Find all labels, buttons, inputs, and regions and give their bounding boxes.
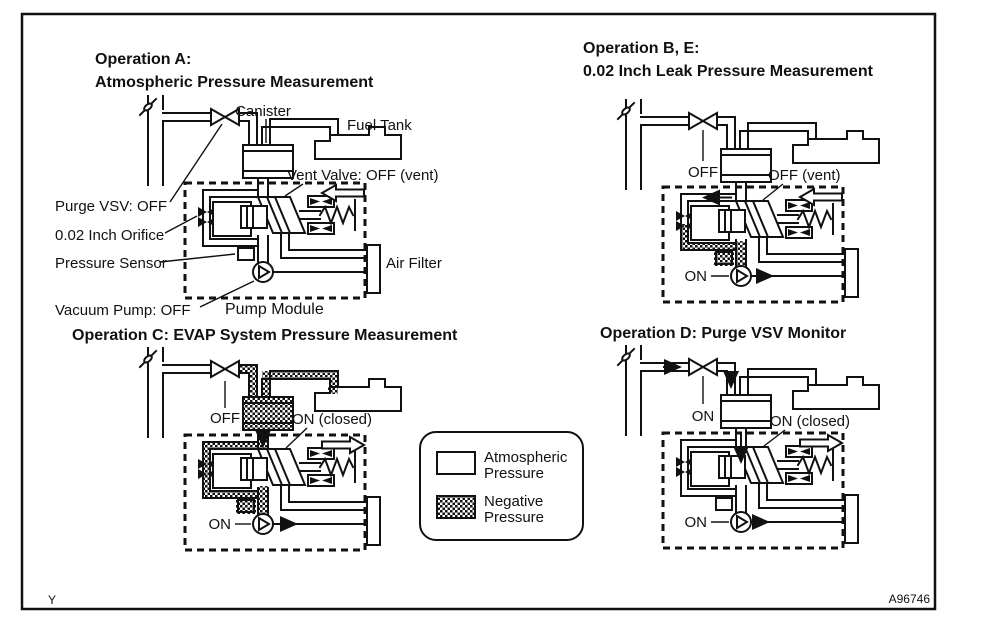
purge-vsv-label: ON — [691, 408, 715, 425]
leader-line — [160, 254, 235, 262]
corner-mark: Y — [48, 593, 57, 607]
vent-valve-label: ON (closed) — [292, 411, 373, 428]
pump-module-label: Pump Module — [225, 301, 324, 318]
vent-valve-label: ON (closed) — [770, 413, 851, 430]
operation-c-panel — [72, 327, 458, 550]
operation-a-panel — [55, 51, 442, 319]
operation-c-title: Operation C: EVAP System Pressure Measurement — [72, 327, 458, 344]
air-filter-label: Air Filter — [386, 255, 442, 272]
legend-negative-line1: Negative — [484, 493, 544, 510]
operation-d-title: Operation D: Purge VSV Monitor — [600, 325, 847, 342]
legend-atmospheric-line1: Atmospheric — [484, 449, 568, 466]
vent-valve-label: Vent Valve: OFF (vent) — [287, 167, 439, 184]
operation-d-piping — [618, 346, 879, 548]
vacuum-pump-label: ON — [684, 514, 707, 531]
legend-swatch-negative — [437, 496, 475, 518]
leader-line — [165, 216, 197, 233]
legend-atmospheric-line2: Pressure — [484, 465, 545, 482]
leader-line — [285, 184, 303, 196]
operation-a-title-line1: Operation A: — [95, 51, 192, 68]
legend-negative-line2: Pressure — [484, 509, 545, 526]
purge-vsv-label: OFF — [210, 410, 240, 427]
vent-valve-label: OFF (vent) — [768, 167, 841, 184]
operation-d-panel — [600, 325, 879, 548]
legend — [420, 432, 583, 540]
pressure-sensor-label: Pressure Sensor — [55, 255, 167, 272]
legend-swatch-atmospheric — [437, 452, 475, 474]
vacuum-pump-label: ON — [684, 268, 707, 285]
canister-label: Canister — [235, 103, 291, 120]
operation-a-title-line2: Atmospheric Pressure Measurement — [95, 74, 374, 91]
vacuum-pump-label: Vacuum Pump: OFF — [55, 302, 191, 319]
operation-b-title-line1: Operation B, E: — [583, 40, 700, 57]
purge-vsv-label: OFF — [688, 164, 718, 181]
reference-code: A96746 — [888, 592, 930, 606]
purge-vsv-label: Purge VSV: OFF — [55, 198, 167, 215]
operation-b-title-line2: 0.02 Inch Leak Pressure Measurement — [583, 63, 873, 80]
orifice-label: 0.02 Inch Orifice — [55, 227, 165, 244]
fuel-tank-label: Fuel Tank — [347, 117, 412, 134]
operation-b-panel — [583, 40, 879, 302]
vacuum-pump-label: ON — [208, 516, 231, 533]
